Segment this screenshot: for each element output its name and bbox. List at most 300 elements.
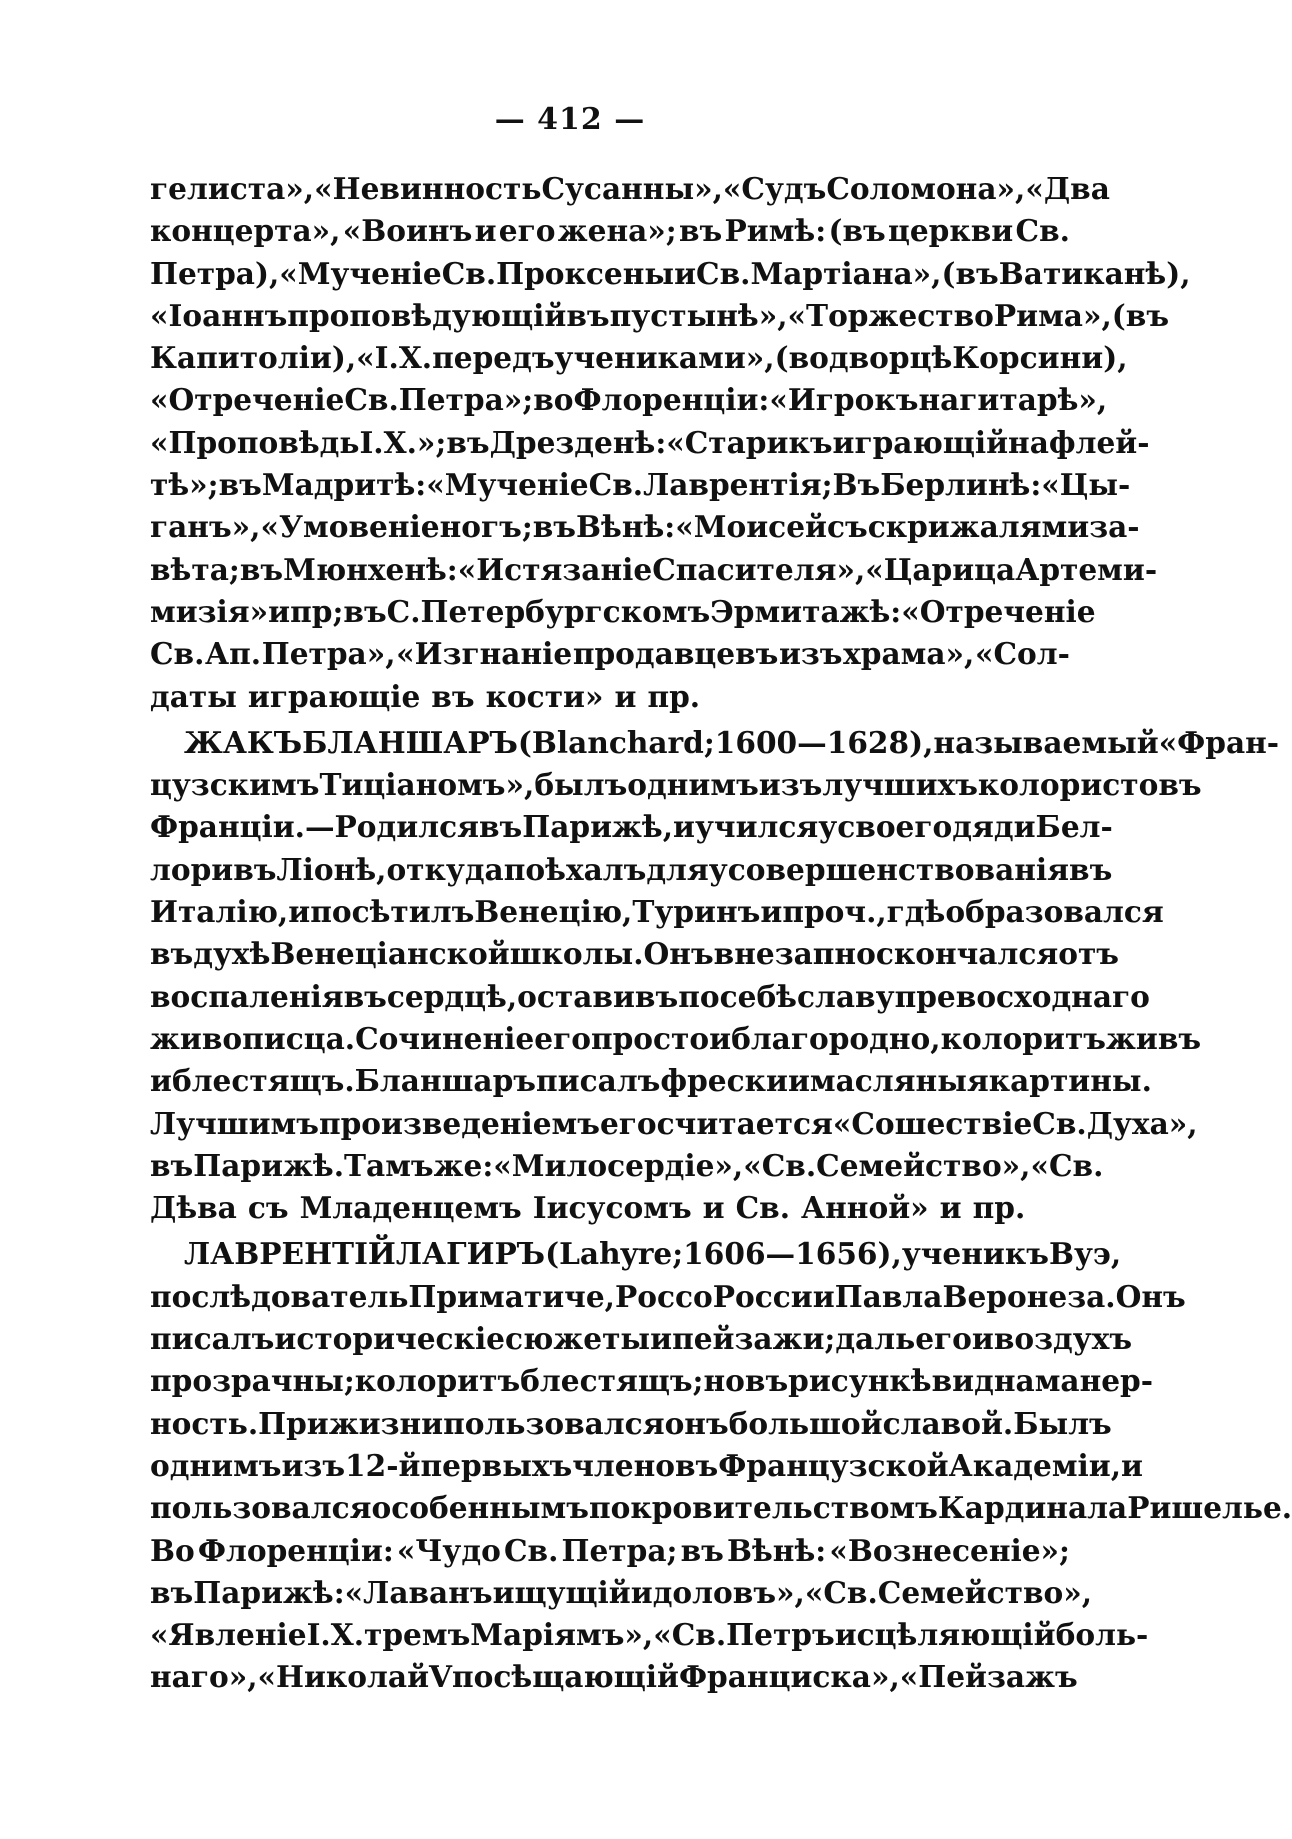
word: ногъ; — [439, 509, 533, 545]
word: Св. — [503, 1532, 559, 1568]
word: Рима», — [993, 297, 1112, 333]
word: V — [429, 1659, 452, 1695]
word: Семейство», — [877, 1574, 1093, 1610]
word: духѣ — [193, 936, 271, 972]
word: С. — [386, 593, 421, 629]
text-line — [150, 295, 1170, 337]
word: колоритъ — [354, 1363, 521, 1399]
word: на — [1008, 424, 1049, 460]
word: Парижѣ: — [193, 1574, 345, 1610]
word: однимъ — [627, 767, 759, 803]
word: въ — [150, 936, 194, 972]
word: ЛАГИРЪ — [395, 1236, 546, 1272]
word: «Сол- — [974, 636, 1070, 672]
word: цузскимъ — [150, 767, 320, 803]
word: дворцѣ — [828, 340, 953, 376]
word: гдѣ — [886, 894, 946, 930]
word: и — [650, 1321, 673, 1357]
word: Павла — [834, 1278, 943, 1314]
word: блестящъ. — [171, 1063, 355, 1099]
word: и — [787, 1063, 810, 1099]
word: и — [760, 894, 783, 930]
word: «Истязаніе — [457, 551, 653, 587]
word: пустынѣ», — [609, 297, 788, 333]
word: живъ — [1106, 1020, 1202, 1056]
word: откуда — [386, 851, 504, 887]
word: Ап. — [205, 636, 262, 672]
text-line — [150, 1360, 1154, 1402]
word: церкви — [887, 213, 1014, 249]
word: лори — [150, 851, 234, 887]
word: въ — [566, 297, 610, 333]
text-line — [150, 633, 1070, 675]
word: и — [614, 678, 637, 714]
word: Дрезденѣ: — [489, 424, 667, 460]
word: Петра), — [150, 255, 280, 291]
word: съ — [826, 509, 868, 545]
word: пр. — [972, 1190, 1026, 1226]
word: Венеціанской — [270, 936, 510, 972]
word: Ришелье. — [1127, 1490, 1292, 1526]
word: (въ — [941, 255, 999, 291]
word: Мюнхенѣ: — [283, 551, 458, 587]
word: гелиста», — [150, 171, 315, 206]
word: играющій — [832, 424, 1009, 460]
word: При — [258, 1405, 329, 1441]
word: «Невинность — [314, 171, 542, 206]
word: учениками», — [554, 340, 775, 376]
word: особеннымъ — [371, 1490, 589, 1526]
word: «Явленіе — [150, 1617, 307, 1653]
text-line — [150, 591, 1096, 633]
word: себѣ — [719, 978, 797, 1014]
word: ищущій — [492, 1574, 631, 1610]
text-line — [150, 464, 1131, 506]
word: славой. — [882, 1405, 1014, 1441]
text-line — [150, 1614, 1149, 1656]
word: писалъ — [536, 1063, 661, 1099]
word: и — [474, 213, 497, 249]
word: Онъ — [1115, 1278, 1186, 1314]
word: для — [646, 851, 709, 887]
word: жена»; — [557, 213, 677, 249]
word: посѣтилъ — [310, 894, 475, 930]
word: считается — [656, 1105, 833, 1141]
word: играющіе — [247, 678, 421, 714]
word: ность. — [150, 1405, 259, 1441]
word: ученикъ — [901, 1236, 1049, 1272]
word: славу — [797, 978, 895, 1014]
word: у — [818, 809, 838, 845]
word: Вуэ, — [1048, 1236, 1122, 1272]
word: Сусанны», — [541, 171, 723, 206]
word: «Проповѣдь — [150, 424, 360, 460]
word: въ — [744, 1363, 789, 1399]
text-line — [150, 976, 1150, 1018]
word: манер- — [1034, 1363, 1154, 1399]
word: усовершенствованія — [708, 851, 1070, 887]
word: покровительствомъ — [588, 1490, 938, 1526]
word: Тиціаномъ», — [319, 767, 535, 803]
word: «Мученіе — [279, 255, 442, 291]
word: передъ — [432, 340, 555, 376]
word: школы. — [509, 936, 644, 972]
word: но — [703, 1363, 745, 1399]
text-line — [150, 1530, 1070, 1572]
word: просто — [590, 1020, 710, 1056]
word: Кардинала — [937, 1490, 1128, 1526]
text-line — [150, 1145, 1104, 1187]
word: живописца. — [150, 1020, 356, 1056]
text-line — [150, 210, 1070, 252]
word: Римѣ: — [724, 213, 827, 249]
word: прозрачны; — [150, 1363, 355, 1399]
word: І. — [306, 1617, 331, 1653]
word: въ — [343, 593, 387, 629]
word: скончался — [875, 936, 1059, 972]
word: былъ — [534, 767, 628, 803]
text-line — [150, 1572, 1093, 1614]
word: дяди — [952, 809, 1036, 845]
text-line — [150, 506, 1140, 548]
word: и — [971, 1321, 994, 1357]
word: Приматиче, — [408, 1278, 615, 1314]
word: первыхъ — [420, 1447, 573, 1483]
word: Маріямъ», — [470, 1617, 654, 1653]
text-line — [150, 337, 1128, 379]
word: же: — [433, 1147, 494, 1183]
text-line — [150, 676, 1070, 718]
word: 1600—1628), — [714, 724, 934, 760]
word: и — [1121, 1447, 1143, 1483]
word: оставивъ — [517, 978, 679, 1014]
word: въ — [431, 678, 475, 714]
word: въ — [478, 809, 523, 845]
word: Италію, — [150, 894, 289, 930]
word: храма», — [843, 636, 975, 672]
word: Іисусомъ — [532, 1190, 692, 1226]
word: ЛАВРЕНТІЙ — [184, 1236, 396, 1272]
word: 1606—1656), — [683, 1236, 902, 1272]
word: мизія» — [150, 593, 269, 629]
word: онъ — [664, 1405, 729, 1441]
text-line — [150, 1018, 1202, 1060]
word: большой — [728, 1405, 883, 1441]
word: І. — [359, 424, 384, 460]
word: пр. — [647, 678, 701, 714]
word: Сочиненіе — [355, 1020, 535, 1056]
word: даль — [835, 1321, 916, 1357]
word: посѣщающій — [452, 1659, 679, 1695]
word: 12-й — [345, 1447, 421, 1483]
word: воздухъ — [993, 1321, 1133, 1357]
word: Онъ — [643, 936, 714, 972]
word: на — [918, 382, 960, 418]
word: Младенцемъ — [299, 1190, 522, 1226]
text-line — [150, 1487, 1292, 1529]
word: «Лаванъ — [344, 1574, 493, 1610]
word: «Старикъ — [666, 424, 833, 460]
body-text — [150, 168, 1292, 1699]
text-line — [150, 764, 1202, 806]
text-line — [150, 1060, 1152, 1102]
word: проч., — [782, 894, 887, 930]
word: вѣта; — [150, 551, 240, 587]
word: и — [812, 1278, 835, 1314]
word: «Умовеніе — [260, 509, 440, 545]
word: Петръ — [726, 1617, 835, 1653]
word: «Мученіе — [426, 467, 589, 503]
word: и — [268, 593, 291, 629]
word: Франциска», — [678, 1659, 900, 1695]
word: даты — [150, 678, 237, 714]
word: боль- — [1055, 1617, 1149, 1653]
word: масляныя — [809, 1063, 989, 1099]
word: Х. — [398, 340, 433, 376]
word: ЖАКЪ — [184, 724, 303, 760]
word: и — [150, 1063, 172, 1099]
word: Х. — [330, 1617, 365, 1653]
text-line — [150, 1103, 1198, 1145]
word: однимъ — [150, 1447, 282, 1483]
word: и — [288, 894, 311, 930]
word: рисункѣ — [788, 1363, 932, 1399]
word: «Царица — [865, 551, 1016, 587]
word: «Отреченіе — [150, 382, 345, 418]
word: тремъ — [364, 1617, 471, 1653]
word: Семейство», — [816, 1147, 1031, 1183]
word: Петра»; — [398, 382, 534, 418]
word: «Торжество — [787, 297, 994, 333]
word: Французской — [718, 1447, 949, 1483]
word: исцѣляющій — [834, 1617, 1056, 1653]
word: Соломона», — [826, 171, 1026, 206]
word: наго», — [150, 1659, 258, 1695]
text-line — [150, 1318, 1133, 1360]
word: изъ — [758, 767, 823, 803]
text-line — [150, 1403, 1112, 1445]
word: «Цы- — [1041, 467, 1131, 503]
word: продавцевъ — [572, 636, 779, 672]
text-line — [150, 933, 1119, 975]
word: въ — [532, 509, 577, 545]
word: воспаленія — [150, 978, 344, 1014]
word: Корсини), — [952, 340, 1128, 376]
word: «Пейзажъ — [899, 1659, 1078, 1695]
word: историческіе — [274, 1321, 506, 1357]
word: блестящъ; — [520, 1363, 704, 1399]
text-line — [150, 849, 1113, 891]
word: его — [498, 213, 556, 249]
word: тѣ»; — [150, 467, 219, 503]
word: сердцѣ, — [386, 978, 518, 1014]
word: Мартіана», — [750, 255, 942, 291]
word: Анной» — [801, 1190, 929, 1226]
text-line — [150, 253, 1191, 295]
word: жизни — [328, 1405, 444, 1441]
word: во — [533, 382, 574, 418]
word: Петра», — [261, 636, 396, 672]
word: Х.»; — [383, 424, 447, 460]
word: въ — [233, 851, 277, 887]
word: за- — [1089, 509, 1140, 545]
word: въ — [343, 978, 387, 1014]
word: (Lahyre; — [545, 1236, 684, 1272]
word: Св. — [1032, 1105, 1087, 1141]
word: внезапно — [713, 936, 876, 972]
word: Бел- — [1035, 809, 1113, 845]
word: Бланшаръ — [354, 1063, 537, 1099]
word: (въ — [828, 213, 886, 249]
word: Вѣнѣ: — [576, 509, 676, 545]
word: Академіи, — [948, 1447, 1122, 1483]
word: ганъ», — [150, 509, 261, 545]
text-line — [150, 549, 1158, 591]
word: образовался — [945, 894, 1164, 930]
word: и — [709, 1020, 732, 1056]
word: послѣдователь — [150, 1278, 409, 1314]
word: «Николай — [257, 1659, 430, 1695]
word: Берлинѣ: — [880, 467, 1042, 503]
word: «Чудо — [396, 1532, 501, 1568]
text-line — [150, 1445, 1143, 1487]
word: колористовъ — [977, 767, 1202, 803]
word: «Игрокъ — [769, 382, 919, 418]
word: «Моисей — [675, 509, 827, 545]
word: Мадритѣ: — [261, 467, 427, 503]
word: проповѣдующій — [287, 297, 567, 333]
text-line — [150, 1656, 1078, 1698]
text-line — [150, 422, 1150, 464]
word: Ватиканѣ), — [998, 255, 1191, 291]
word: «Два — [1025, 171, 1110, 206]
word: Парижѣ, — [522, 809, 674, 845]
word: картины. — [988, 1063, 1152, 1099]
word: «Св. — [804, 1574, 878, 1610]
word: Эрмитажѣ: — [710, 593, 902, 629]
text-line — [150, 1187, 1070, 1229]
word: и — [702, 1190, 725, 1226]
text-line — [150, 379, 1108, 421]
word: «Изгнаніе — [396, 636, 573, 672]
word: Св. — [735, 1190, 791, 1226]
word: видна — [931, 1363, 1035, 1399]
word: его — [599, 1105, 657, 1141]
text-line — [150, 1233, 1122, 1275]
text-line — [150, 722, 1280, 764]
word: «Воинъ — [342, 213, 473, 249]
word: Св. — [441, 255, 497, 291]
word: «Судъ — [722, 171, 827, 206]
word: Ліонѣ, — [276, 851, 387, 887]
word: въ — [1069, 851, 1113, 887]
word: кости» — [485, 678, 604, 714]
word: въ — [678, 213, 723, 249]
word: въ — [680, 1532, 724, 1568]
word: Росси — [712, 1278, 813, 1314]
word: благородно, — [731, 1020, 941, 1056]
word: Дѣва — [150, 1190, 237, 1226]
word: (во — [774, 340, 829, 376]
word: флей- — [1048, 424, 1150, 460]
text-line — [150, 891, 1164, 933]
word: Капитоліи), — [150, 340, 357, 376]
word: въ — [218, 467, 262, 503]
word: «Іоаннъ — [150, 297, 288, 333]
word: лучшихъ — [822, 767, 978, 803]
word: въ — [446, 424, 490, 460]
word: Св. — [344, 382, 399, 418]
word: писалъ — [150, 1321, 275, 1357]
word: «Св. — [743, 1147, 817, 1183]
word: пр — [290, 593, 333, 629]
word: Св. — [150, 636, 205, 672]
word: «І. — [356, 340, 399, 376]
word: БЛАНШАРЪ — [302, 724, 518, 760]
word: идоловъ», — [630, 1574, 805, 1610]
word: Петра; — [561, 1532, 678, 1568]
word: своего — [837, 809, 953, 845]
word: Франціи.—Родился — [150, 809, 479, 845]
word: называемый — [933, 724, 1159, 760]
word: его — [534, 1020, 591, 1056]
word: превосходнаго — [894, 978, 1150, 1014]
page-number: — 412 — — [494, 102, 646, 137]
word: Веронеза. — [942, 1278, 1116, 1314]
word: сюжеты — [505, 1321, 651, 1357]
word: по — [678, 978, 720, 1014]
word: изъ — [778, 636, 843, 672]
text-line — [150, 806, 1113, 848]
word: Флоренціи: — [197, 1532, 394, 1568]
word: Св. — [696, 255, 751, 291]
word: Парижѣ. — [193, 1147, 345, 1183]
word: и — [673, 809, 695, 845]
word: и — [939, 1190, 962, 1226]
word: (Blanchard; — [517, 724, 715, 760]
word: учился — [694, 809, 819, 845]
word: Тамъ — [344, 1147, 434, 1183]
word: въ — [239, 551, 284, 587]
word: «Милосердіе», — [493, 1147, 744, 1183]
word: изъ — [281, 1447, 346, 1483]
word: Лаврентія; — [643, 467, 833, 503]
text-line — [150, 1276, 1186, 1318]
word: Флоренціи: — [573, 382, 770, 418]
word: фрески — [660, 1063, 788, 1099]
word: пользовался — [150, 1490, 372, 1526]
word: пейзажи; — [672, 1321, 836, 1357]
word: «Св. — [1030, 1147, 1104, 1183]
word: Венецію, — [474, 894, 633, 930]
text-line — [150, 168, 1110, 210]
word: Св. — [588, 467, 644, 503]
word: Духа», — [1086, 1105, 1198, 1141]
word: скрижалями — [867, 509, 1090, 545]
word: Вѣнѣ: — [726, 1532, 827, 1568]
word: членовъ — [572, 1447, 719, 1483]
word: съ — [247, 1190, 289, 1226]
word: въ — [150, 1574, 194, 1610]
word: поѣхалъ — [503, 851, 647, 887]
word: Петербургскомъ — [420, 593, 711, 629]
word: въ — [150, 1147, 194, 1183]
word: Артеми- — [1015, 551, 1158, 587]
word: концерта», — [150, 213, 341, 249]
word: произведеніемъ — [318, 1105, 600, 1141]
word: Проксены — [496, 255, 675, 291]
word: «Отреченіе — [901, 593, 1096, 629]
